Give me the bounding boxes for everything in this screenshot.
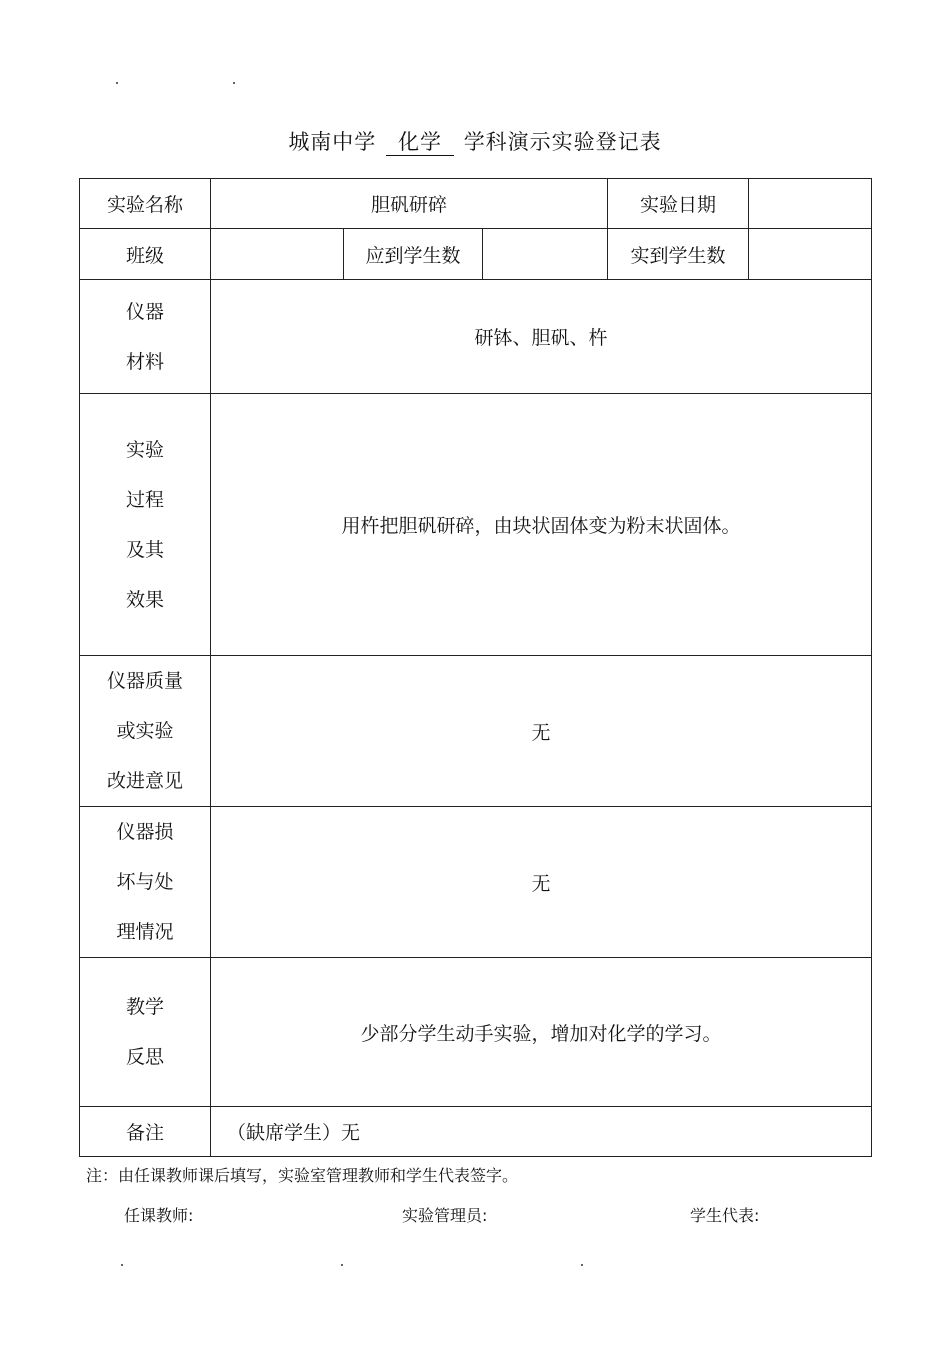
reflection-label-line: 教学 (125, 996, 164, 1018)
damage-value[interactable]: 无 (211, 807, 872, 958)
process-value[interactable]: 用杵把胆矾研碎，由块状固体变为粉末状固体。 (211, 394, 872, 656)
equipment-label (80, 280, 211, 394)
class-value[interactable] (211, 229, 344, 280)
quality-label-line: 改进意见 (106, 770, 183, 792)
experiment-date-value[interactable] (749, 179, 872, 229)
equipment-label-line: 仪器 (125, 300, 164, 323)
row-damage (80, 807, 872, 958)
remarks-label: 备注 (80, 1107, 211, 1157)
form-title: 学科演示实验登记表 (463, 130, 662, 154)
actual-students-label: 实到学生数 (608, 229, 749, 280)
process-label-line: 实验 (125, 438, 164, 461)
row-experiment-name (80, 179, 872, 229)
remarks-value[interactable]: （缺席学生）无 (211, 1107, 872, 1157)
page-dot (341, 1264, 343, 1266)
reflection-label (80, 958, 211, 1107)
page-dot (233, 82, 235, 84)
admin-signature-label: 实验管理员: (402, 1206, 488, 1225)
expected-students-label: 应到学生数 (344, 229, 483, 280)
page-dot (116, 82, 118, 84)
damage-label-line: 仪器损 (116, 821, 174, 843)
experiment-name-value[interactable]: 胆矾研碎 (211, 179, 608, 229)
row-quality (80, 656, 872, 807)
damage-label (80, 807, 211, 958)
damage-label-line: 坏与处 (116, 871, 174, 893)
registration-table (79, 178, 872, 1157)
student-rep-signature-label: 学生代表: (690, 1206, 760, 1225)
equipment-label-line: 材料 (125, 350, 164, 373)
reflection-label-line: 反思 (125, 1046, 164, 1068)
class-label: 班级 (80, 229, 211, 280)
quality-label-line: 或实验 (116, 720, 174, 742)
process-label-line: 及其 (125, 538, 164, 561)
quality-label-line: 仪器质量 (106, 670, 183, 692)
expected-students-value[interactable] (483, 229, 608, 280)
process-label (80, 394, 211, 656)
page-dot (121, 1264, 123, 1266)
quality-label (80, 656, 211, 807)
actual-students-value[interactable] (749, 229, 872, 280)
process-label-line: 过程 (125, 488, 164, 511)
page-title (0, 126, 950, 156)
footer-note: 注：由任课教师课后填写，实验室管理教师和学生代表签字。 (86, 1166, 519, 1185)
row-remarks (80, 1107, 872, 1157)
damage-label-line: 理情况 (116, 921, 174, 943)
school-name: 城南中学 (288, 130, 377, 154)
reflection-value[interactable]: 少部分学生动手实验，增加对化学的学习。 (211, 958, 872, 1107)
subject-name: 化学 (386, 129, 454, 156)
experiment-date-label: 实验日期 (608, 179, 749, 229)
process-label-line: 效果 (125, 588, 164, 611)
experiment-name-label: 实验名称 (80, 179, 211, 229)
row-class (80, 229, 872, 280)
quality-value[interactable]: 无 (211, 656, 872, 807)
row-reflection (80, 958, 872, 1107)
equipment-value[interactable]: 研钵、胆矾、杵 (211, 280, 872, 394)
row-equipment (80, 280, 872, 394)
row-process (80, 394, 872, 656)
page-dot (581, 1264, 583, 1266)
teacher-signature-label: 任课教师: (124, 1206, 194, 1225)
